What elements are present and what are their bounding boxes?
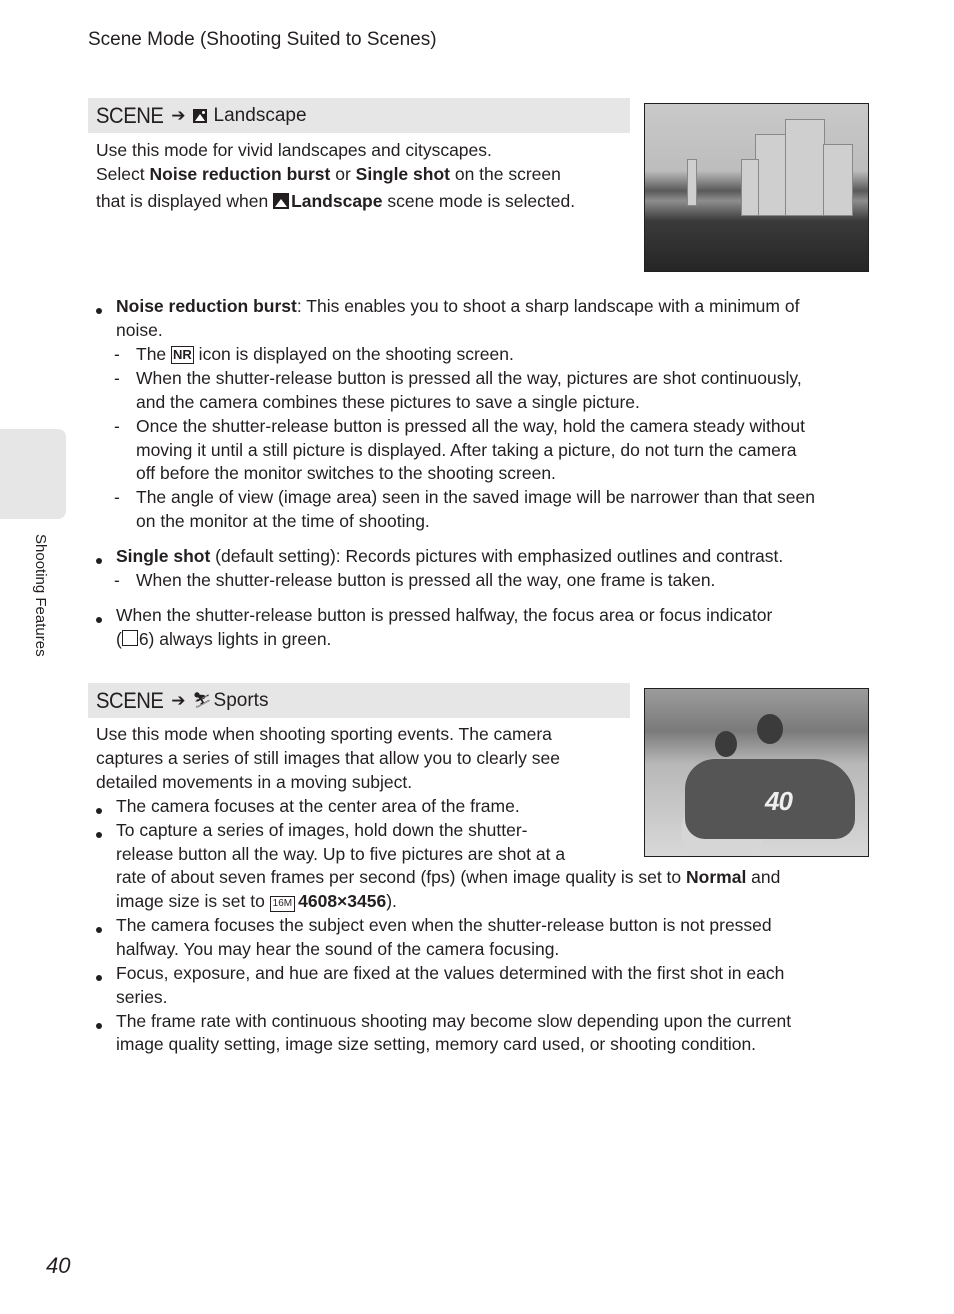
landscape-icon (193, 109, 207, 123)
intro-line: Use this mode when shooting sporting events. The camera (96, 724, 552, 744)
scene-mode-label: SCENE (96, 687, 164, 713)
landscape-icon (273, 193, 289, 209)
sub-item: The angle of view (image area) seen in the saved image will be narrower than that seen (136, 487, 815, 507)
dash-marker: - (114, 416, 120, 436)
sports-section-heading (88, 683, 630, 718)
bullet-icon (96, 558, 102, 564)
list-item-cont: ( 6) always lights in green. (116, 629, 332, 649)
list-item: The frame rate with continuous shooting may become slow depending upon the current (116, 1011, 792, 1031)
chapter-tab (0, 429, 66, 519)
intro-line: detailed movements in a moving subject. (96, 772, 413, 792)
bullet-icon (96, 308, 102, 314)
sub-item: The NR icon is displayed on the shooting screen. (136, 344, 514, 364)
noise-reduction-icon: NR (173, 347, 192, 362)
sports-title: Sports (213, 689, 269, 711)
bullet-icon (96, 927, 102, 933)
kart-number: 40 (765, 786, 792, 816)
sub-item: Once the shutter-release button is pressed all the way, hold the camera steady without (136, 416, 805, 436)
dash-marker: - (114, 570, 120, 590)
arrow-right-icon: ➔ (171, 690, 186, 710)
intro-line: Use this mode for vivid landscapes and cityscapes. (96, 140, 492, 160)
list-item: Single shot (default setting): Records pictures with emphasized outlines and contrast. (116, 546, 784, 566)
landscape-intro (96, 138, 575, 213)
landscape-section-heading (88, 98, 630, 133)
scene-mode-label: SCENE (96, 102, 164, 128)
list-item: Focus, exposure, and hue are fixed at the values determined with the first shot in each (116, 963, 785, 983)
dash-marker: - (114, 368, 120, 388)
bullet-icon (96, 832, 102, 838)
dash-marker: - (114, 487, 120, 507)
list-item: To capture a series of images, hold down the shutter- (116, 820, 528, 840)
list-item-cont: image size is set to 16M 4608×3456). (116, 891, 397, 911)
list-item-cont: noise. (116, 320, 163, 340)
landscape-title: Landscape (213, 104, 307, 126)
bullet-icon (96, 975, 102, 981)
sub-item-cont: on the monitor at the time of shooting. (136, 511, 430, 531)
sub-item-cont: moving it until a still picture is displayed. After taking a picture, do not turn the camera (136, 440, 797, 460)
list-item-cont: series. (116, 987, 168, 1007)
bullet-icon (96, 1023, 102, 1029)
bullet-icon (96, 617, 102, 623)
sub-item-cont: off before the monitor switches to the shooting screen. (136, 463, 556, 483)
image-size-icon: 16M (270, 896, 295, 912)
intro-line: Select Noise reduction burst or Single shot on the screen (96, 164, 561, 184)
intro-line: that is displayed when Landscape scene mode is selected. (96, 191, 576, 211)
intro-line: captures a series of still images that allow you to clearly see (96, 748, 560, 768)
landscape-sample-photo (644, 103, 869, 272)
sub-item-cont: and the camera combines these pictures to save a single picture. (136, 392, 640, 412)
list-item: The camera focuses at the center area of the frame. (116, 796, 520, 816)
bullet-icon (96, 808, 102, 814)
dash-marker: - (114, 344, 120, 364)
arrow-right-icon: ➔ (171, 105, 186, 125)
sub-item: When the shutter-release button is pressed all the way, one frame is taken. (136, 570, 716, 590)
list-item-cont: image quality setting, image size setting, memory card used, or shooting condition. (116, 1034, 757, 1054)
list-item: Noise reduction burst: This enables you to shoot a sharp landscape with a minimum of (116, 296, 800, 316)
list-item-cont: halfway. You may hear the sound of the camera focusing. (116, 939, 560, 959)
list-item: The camera focuses the subject even when the shutter-release button is not pressed (116, 915, 772, 935)
sports-intro (96, 722, 560, 794)
list-item-cont: rate of about seven frames per second (fps) (when image quality is set to Normal and (116, 867, 781, 887)
sports-notes (96, 794, 856, 1064)
page-number: 40 (46, 1253, 71, 1278)
reference-book-icon (122, 630, 138, 646)
chapter-label: Shooting Features (32, 534, 49, 657)
sports-icon: ⛷ (192, 691, 212, 709)
running-header: Scene Mode (Shooting Suited to Scenes) (88, 29, 437, 50)
sub-item: When the shutter-release button is pressed all the way, pictures are shot continuously, (136, 368, 802, 388)
list-item-cont: release button all the way. Up to five pictures are shot at a (116, 844, 566, 864)
landscape-notes (96, 294, 856, 654)
list-item: When the shutter-release button is pressed halfway, the focus area or focus indicator (116, 605, 773, 625)
